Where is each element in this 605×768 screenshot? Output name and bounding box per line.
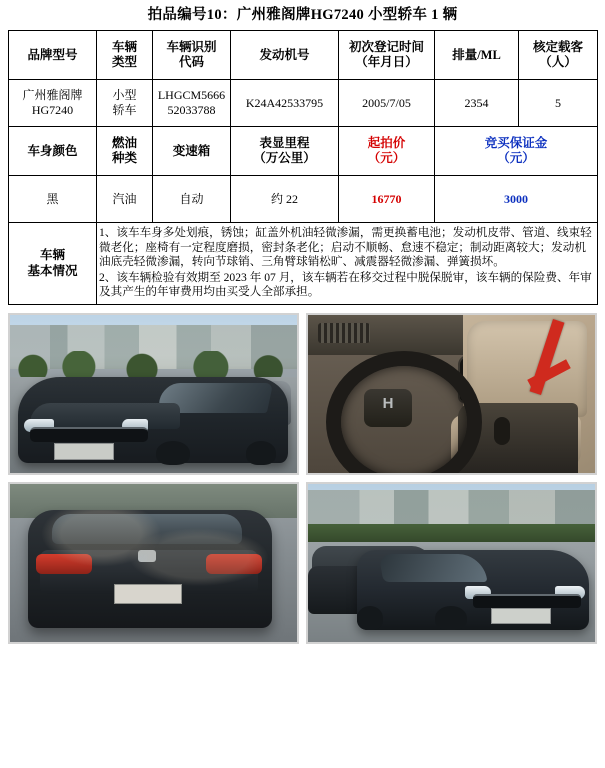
photo-caption [13, 629, 61, 640]
header-vehicle-type-line1: 车辆 [111, 39, 137, 54]
value-brand-model-line1: 广州雅阁牌 [22, 88, 83, 103]
condition-paragraph-2: 2、该车辆检验有效期至 2023 年 07 月，该车辆若在移交过程中脱保脱审，该车辆的保险费、年审及其产生的年审费用均由买受人全部承担。 [99, 270, 592, 299]
header-deposit-line1: 竞买保证金 [484, 135, 548, 150]
vehicle-info-table [8, 30, 598, 304]
header-seats-line1: 核定载客 [532, 39, 583, 54]
front-wheel [435, 606, 467, 630]
value-vin [153, 80, 231, 127]
value-vehicle-type [97, 80, 153, 127]
table-value-row-2 [9, 176, 598, 223]
value-gearbox: 自动 [153, 176, 231, 223]
license-plate [54, 443, 114, 460]
header-vin-line1: 车辆识别 [166, 39, 217, 54]
value-brand-model-line2: HG7240 [31, 103, 74, 118]
header-start-price [339, 127, 435, 176]
header-engine-no: 发动机号 [231, 31, 339, 80]
photo-caption [311, 460, 391, 471]
photo-caption [311, 629, 383, 640]
value-engine-no: K24A42533795 [231, 80, 339, 127]
value-first-registration: 2005/7/05 [339, 80, 435, 127]
photo-rear-view[interactable] [8, 482, 299, 644]
header-vin-line2: 代码 [178, 55, 204, 70]
header-seats-line2: （人） [539, 55, 577, 70]
header-start-price-line1: 起拍价 [367, 135, 406, 150]
header-first-registration-line1: 初次登记时间 [348, 39, 424, 54]
condition-label [9, 223, 97, 304]
header-vin [153, 31, 231, 80]
header-gearbox: 变速箱 [153, 127, 231, 176]
header-start-price-line2: （元） [367, 151, 406, 166]
photo-front-three-quarter-view[interactable] [8, 313, 299, 475]
background-hedge [308, 524, 595, 542]
header-body-color: 车身颜色 [9, 127, 97, 176]
front-wheel [156, 441, 190, 465]
condition-label-line2: 基本情况 [27, 263, 78, 278]
header-fuel-type [97, 127, 153, 176]
header-first-registration [339, 31, 435, 80]
front-grille [473, 594, 581, 608]
header-fuel-type-line2: 种类 [111, 151, 137, 166]
photo-caption [13, 460, 93, 471]
table-header-row-2 [9, 127, 598, 176]
header-deposit [435, 127, 598, 176]
header-deposit-line2: （元） [497, 151, 535, 166]
rear-wheel [357, 606, 383, 630]
rear-wheel [246, 441, 276, 465]
vehicle-photo-grid [8, 313, 597, 644]
header-displacement: 排量/ML [435, 31, 519, 80]
gear-shift-lever [494, 417, 510, 445]
condition-label-line1: 车辆 [39, 247, 65, 262]
header-vehicle-type [97, 31, 153, 80]
value-vehicle-type-line2: 轿车 [112, 103, 137, 118]
header-first-registration-line2: （年月日） [355, 55, 418, 70]
air-vent [318, 323, 370, 343]
license-plate [491, 608, 551, 624]
page-title: 拍品编号10：广州雅阁牌HG7240 小型轿车 1 辆 [147, 7, 458, 23]
value-vin-line2: 52033788 [167, 103, 216, 118]
value-deposit: 3000 [435, 176, 598, 223]
dust-overlay [28, 510, 272, 628]
table-header-row-1 [9, 31, 598, 80]
honda-emblem-icon [364, 389, 412, 427]
value-seats: 5 [519, 80, 598, 127]
value-brand-model [9, 80, 97, 127]
table-condition-row [9, 223, 598, 304]
header-brand-model: 品牌型号 [9, 31, 97, 80]
condition-description [97, 223, 598, 304]
value-vin-line1: LHGCM5666 [157, 88, 226, 103]
windshield [379, 554, 488, 582]
table-value-row-1 [9, 80, 598, 127]
background-trees [10, 351, 297, 377]
header-seats [519, 31, 598, 80]
header-mileage-line1: 表显里程 [259, 135, 310, 150]
value-body-color: 黑 [9, 176, 97, 223]
header-mileage [231, 127, 339, 176]
front-grille [30, 427, 148, 442]
value-fuel-type: 汽油 [97, 176, 153, 223]
value-start-price: 16770 [339, 176, 435, 223]
photo-front-view-in-parking-lot[interactable] [306, 482, 597, 644]
header-fuel-type-line1: 燃油 [111, 135, 137, 150]
header-mileage-line2: （万公里） [253, 151, 316, 166]
value-mileage: 约 22 [231, 176, 339, 223]
header-vehicle-type-line2: 类型 [111, 55, 137, 70]
value-vehicle-type-line1: 小型 [112, 88, 137, 103]
condition-paragraph-1: 1、该车车身多处划痕，锈蚀；缸盖外机油轻微渗漏，需更换蓄电池；发动机皮带、管道、线束轻微老化；座椅有一定程度磨损，密封条老化；启动不顺畅、怠速不稳定；制动距离较大；发动机油底壳轻微渗漏，转向节球销、三角臂球销松旷、减震器轻微渗漏、弹簧损坏。 [99, 226, 592, 269]
photo-interior-steering-wheel-seat[interactable] [306, 313, 597, 475]
value-displacement: 2354 [435, 80, 519, 127]
